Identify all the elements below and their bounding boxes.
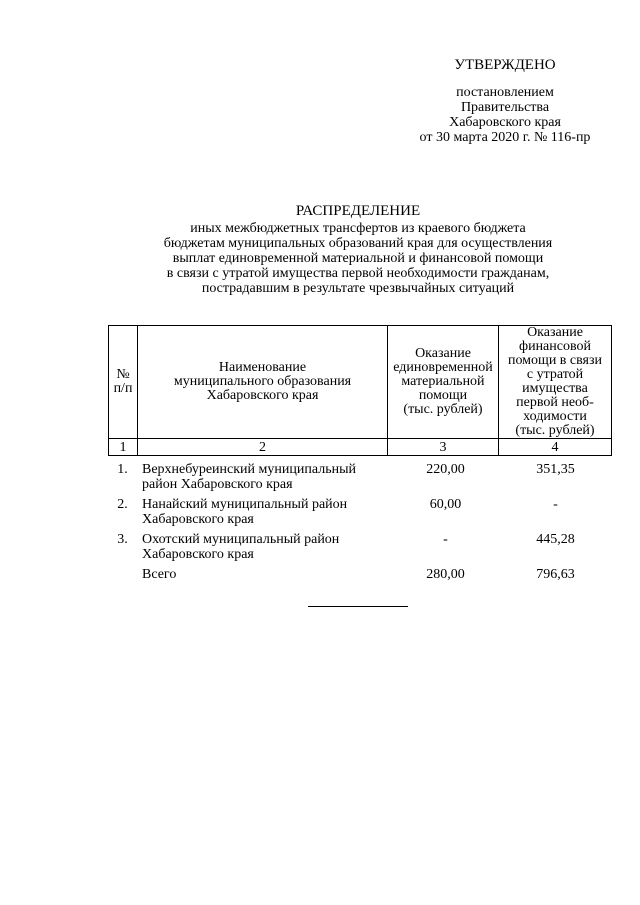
title-main: РАСПРЕДЕЛЕНИЕ: [295, 203, 421, 219]
end-divider: [308, 606, 408, 607]
total-material-value: 280,00: [426, 567, 465, 582]
row-financial-value: 445,28: [536, 532, 575, 547]
title-line: иных межбюджетных трансфертов из краевого бюджета: [190, 221, 526, 236]
table-row: [108, 497, 611, 532]
row-name: Нанайский муниципальный район Хабаровского края: [142, 497, 348, 527]
row-financial-value: 351,35: [536, 462, 575, 477]
header-cell-name: Наименование муниципального образования Хабаровского края: [138, 326, 388, 439]
title-line: выплат единовременной материальной и финансовой помощи: [172, 251, 544, 266]
row-name: Верхнебуреинский муниципальный район Хабаровского края: [142, 462, 356, 492]
row-material-value: 60,00: [429, 497, 462, 512]
header-cell-number: № п/п: [109, 326, 138, 439]
title-line: пострадавшим в результате чрезвычайных ситуаций: [201, 281, 515, 296]
header-cell-financial: Оказание финансовой помощи в связи с утратой имущества первой необ- ходимости (тыс. рублей): [499, 326, 612, 439]
table-header: [108, 325, 612, 456]
approval-line: Правительства: [460, 100, 550, 115]
column-number: 4: [499, 439, 612, 456]
row-number: 1.: [117, 462, 128, 477]
header-row: [109, 326, 612, 439]
row-number: 3.: [117, 532, 128, 547]
total-label: Всего: [142, 567, 177, 582]
row-name: Охотский муниципальный район Хабаровского края: [142, 532, 340, 562]
row-material-value: 220,00: [426, 462, 465, 477]
table-body: [108, 462, 611, 587]
row-material-value: -: [443, 532, 448, 547]
total-financial-value: 796,63: [536, 567, 575, 582]
approval-heading: УТВЕРЖДЕНО: [454, 57, 556, 73]
column-number: 1: [109, 439, 138, 456]
approval-line: Хабаровского края: [449, 115, 561, 130]
column-number-row: [109, 439, 612, 456]
row-number: 2.: [117, 497, 128, 512]
approval-line: от 30 марта 2020 г. № 116-пр: [419, 130, 591, 145]
column-number: 3: [388, 439, 499, 456]
title-line: бюджетам муниципальных образований края для осуществления: [163, 236, 553, 251]
table-row: [108, 532, 611, 567]
document-title: [100, 204, 616, 296]
title-line: в связи с утратой имущества первой необходимости гражданам,: [166, 266, 550, 281]
table-row: [108, 462, 611, 497]
row-financial-value: -: [553, 497, 558, 512]
column-number: 2: [138, 439, 388, 456]
approval-block: [400, 58, 610, 145]
approval-line: постановлением: [456, 85, 554, 100]
total-row: [108, 567, 611, 587]
header-cell-material: Оказание единовременной материальной помощи (тыс. рублей): [388, 326, 499, 439]
